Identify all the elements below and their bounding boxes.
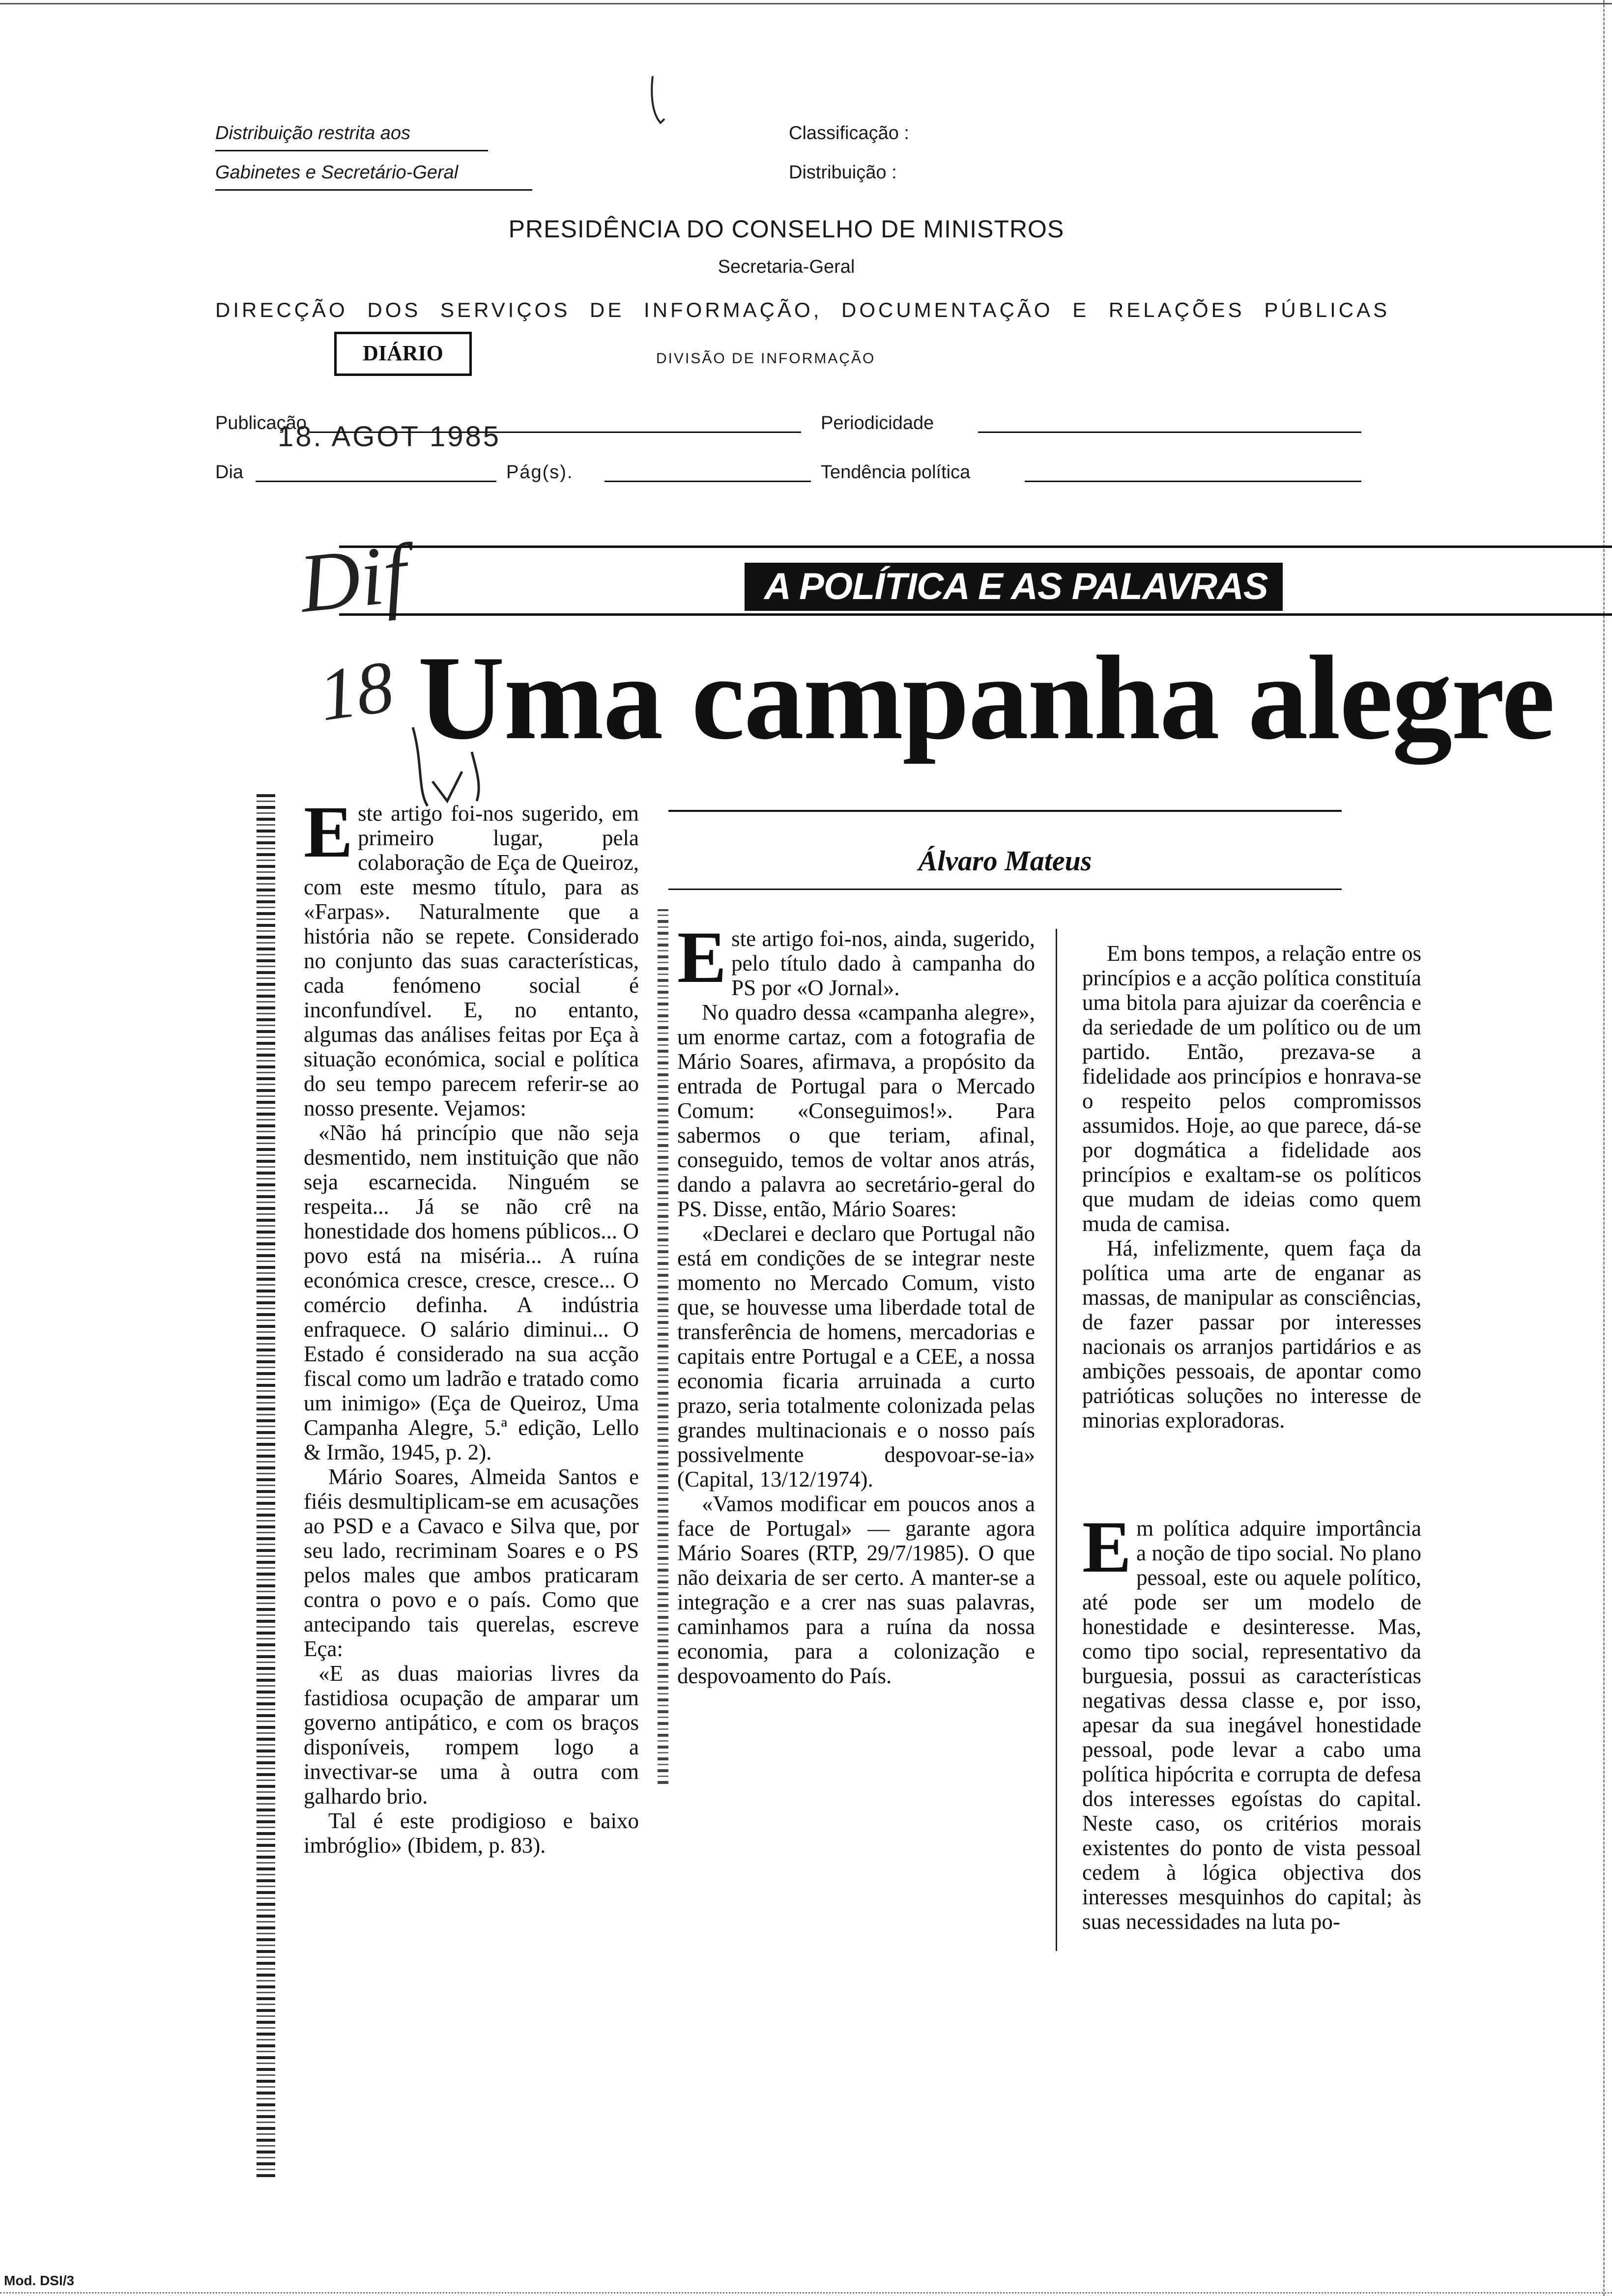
scan-edge-noise-middle xyxy=(658,909,668,1784)
dia-line xyxy=(256,481,496,482)
col2-dropcap: E xyxy=(677,917,727,998)
col1-dropcap: E xyxy=(304,791,353,873)
publicacao-label: Publicação xyxy=(215,413,307,433)
dia-label: Dia xyxy=(215,462,244,483)
col2-paragraph-2: No quadro dessa «campanha alegre», um enorme cartaz, com a fotografia de Mário Soares, afirmava, a propósito da entrada de Portugal para o Mercado Comum: «Conseguimos!». Para sabermos o que teriam, afinal, conseguido, temos de voltar anos atrás, dando a palavra ao secretário-geral do PS. Disse, então, Mário Soares: xyxy=(677,1000,1035,1221)
pags-line xyxy=(604,481,811,482)
col2-paragraph-1 xyxy=(677,917,1035,1000)
tendencia-line xyxy=(1025,481,1361,482)
org-title: PRESIDÊNCIA DO CONSELHO DE MINISTROS xyxy=(508,215,1065,243)
scan-right-edge xyxy=(1603,0,1605,2296)
scan-edge-noise-left xyxy=(257,791,275,2177)
divisao-label: DIVISÃO DE INFORMAÇÃO xyxy=(656,350,876,367)
byline-author: Álvaro Mateus xyxy=(918,845,1092,877)
col1-paragraph-1-text: ste artigo foi-nos sugerido, em primeiro lugar, pela colaboração de Eça de Queiroz, com este mesmo título, para as «Farpas». Naturalmente que a história não se repete. Considerado no conjunto das suas características, cada fenómeno social é inconfundível. E, no entanto, algumas das análises feitas por Eça à situação económica, social e política do seu tempo parecem referir-se ao nosso presente. Vejamos: xyxy=(304,801,639,1120)
col2-paragraph-1-text: ste artigo foi-nos, ainda, sugerido, pelo título dado à campanha do PS por «O Jornal». xyxy=(731,926,1035,1000)
tendencia-label: Tendência política xyxy=(821,462,971,483)
publicacao-line xyxy=(310,431,801,433)
section-banner: A POLÍTICA E AS PALAVRAS xyxy=(745,563,1283,611)
byline-rule-bottom xyxy=(668,889,1342,890)
banner-bottom-rule xyxy=(339,613,1612,616)
column-divider xyxy=(1056,929,1057,1951)
col3-paragraph-3 xyxy=(1082,1506,1421,1934)
col3-paragraph-3-text: m política adquire importância a noção de tipo social. No plano pessoal, este ou aquele político, até pode ser um modelo de honestidade e desinteresse. Mas, como tipo social, representativo da burguesia, possui as características negativas dessa classe e, por isso, apesar da sua inegável honestidade pessoal, pode levar a cabo uma política hipócrita e corrupta de defesa dos interesses egoístas do capital. Neste caso, os critérios morais existentes do ponto de vista pessoal cedem à lógica objectiva dos interesses mesquinhos do capital; às suas necessidades na luta po- xyxy=(1082,1516,1421,1934)
article-column-2 xyxy=(677,917,1035,1688)
handwritten-annotation-side: 18 xyxy=(314,645,399,737)
distribution-line-2: Gabinetes e Secretário-Geral xyxy=(215,162,459,183)
handwritten-mark xyxy=(649,74,668,128)
diario-stamp: DIÁRIO xyxy=(334,332,472,376)
col3-paragraph-1: Em bons tempos, a relação entre os princípios e a acção política constituía uma bitola para ajuizar da coerência e da seriedade de um político ou de um partido. Então, prezava-se a fidelidade aos princípios e honrava-se o respeito pelos compromissos assumidos. Hoje, ao que parece, dá-se por dogmática a fidelidade aos princípios e exaltam-se os políticos que mudam de ideias como quem muda de camisa. xyxy=(1082,941,1421,1236)
scan-top-edge xyxy=(0,3,1612,4)
col1-paragraph-5: Tal é este prodigioso e baixo imbróglio» (Ibidem, p. 83). xyxy=(304,1808,639,1858)
distribution-underline-2 xyxy=(215,189,532,191)
col1-paragraph-2: «Não há princípio que não seja desmentido, nem instituição que não seja escarnecida. Ninguém se respeita... Já se não crê na honestidade dos homens públicos... O povo está na miséria... A ruína económica cresce, cresce, cresce... O comércio definha. A indústria enfraquece. O salário diminui... O Estado é considerado na sua acção fiscal como um ladrão e tratado como um inimigo» (Eça de Queiroz, Uma Campanha Alegre, 5.ª edição, Lello & Irmão, 1945, p. 2). xyxy=(304,1120,639,1464)
col1-paragraph-4: «E as duas maiorias livres da fastidiosa ocupação de amparar um governo antipático, e com os braços disponíveis, rompem logo a invectivar-se uma à outra com galhardo brio. xyxy=(304,1661,639,1808)
banner-top-rule xyxy=(339,545,1612,548)
distribution-underline-1 xyxy=(215,150,488,151)
col1-paragraph-1 xyxy=(304,791,639,1120)
headline: Uma campanha alegre xyxy=(418,631,1554,764)
article-column-1 xyxy=(304,791,639,1858)
byline-rule-top xyxy=(668,810,1342,812)
distribution-line-1: Distribuição restrita aos xyxy=(215,123,411,144)
col3-dropcap: E xyxy=(1082,1506,1132,1588)
col1-paragraph-3: Mário Soares, Almeida Santos e fiéis desmultiplicam-se em acusações ao PSD e a Cavaco e Silva que, por seu lado, recriminam Soares e o PS pelos males que ambos praticaram contra o povo e o país. Como que antecipando tais querelas, escreve Eça: xyxy=(304,1464,639,1661)
article-column-3 xyxy=(1082,941,1421,1934)
direccao-line: DIRECÇÃO DOS SERVIÇOS DE INFORMAÇÃO, DOCUMENTAÇÃO E RELAÇÕES PÚBLICAS xyxy=(215,298,1390,321)
col2-paragraph-3: «Declarei e declaro que Portugal não está em condições de se integrar neste momento no Mercado Comum, visto que, se houvesse uma liberdade total de transferência de homens, mercadorias e capitais entre Portugal e a CEE, a nossa economia ficaria arruinada a curto prazo, seria totalmente colonizada pelas grandes multinacionais e o nosso país possivelmente despovoar-se-ia» (Capital, 13/12/1974). xyxy=(677,1221,1035,1492)
distribuicao-label: Distribuição : xyxy=(789,162,897,183)
date-stamp: 18. AGOT 1985 xyxy=(278,421,501,453)
footer-form-code: Mod. DSI/3 xyxy=(4,2273,75,2288)
col3-spacer xyxy=(1082,1433,1421,1516)
handwritten-annotation-top: Dif xyxy=(295,527,411,630)
scan-bottom-edge xyxy=(0,2292,1612,2294)
org-subtitle: Secretaria-Geral xyxy=(718,257,855,277)
col2-paragraph-4: «Vamos modificar em poucos anos a face de Portugal» — garante agora Mário Soares (RTP, 29/7/1985). O que não deixaria de ser certo. A manter-se a integração e a crer nas suas palavras, caminhamos para a ruína da nossa economia, para a colonização e despovoamento do País. xyxy=(677,1492,1035,1688)
pags-label: Pág(s). xyxy=(506,462,574,483)
col3-paragraph-2: Há, infelizmente, quem faça da política uma arte de enganar as massas, de manipular as consciências, de fazer passar por interesses nacionais os arranjos partidários e as ambições pessoais, de apontar como patrióticas soluções no interesse de minorias exploradoras. xyxy=(1082,1236,1421,1433)
periodicidade-line xyxy=(978,431,1361,433)
classificacao-label: Classificação : xyxy=(789,123,909,144)
periodicidade-label: Periodicidade xyxy=(821,413,934,433)
